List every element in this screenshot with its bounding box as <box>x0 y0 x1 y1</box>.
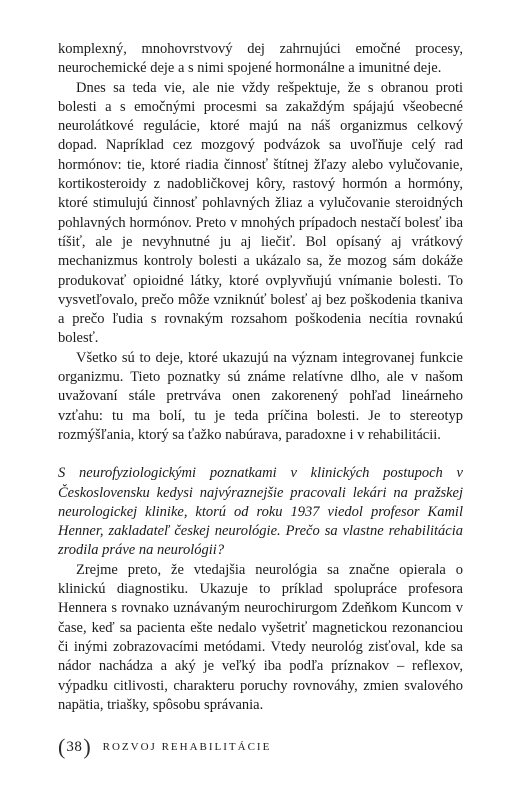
paragraph-answer: Zrejme preto, že vtedajšia neurológia sa značne opierala o klinickú diagnostiku. Ukazuje to príklad spolupráce profesora Hennera s rovnako uznávaným neurochirurgom Zdeňkom Kuncom v čase, keď sa pacienta ešte nedalo vyšetriť magnetickou rezonanciou či inými zobrazovacími metódami. Vtedy neurológ zisťoval, kde sa nádor nachádza a aký je veľký iba podľa príznakov – reflexov, výpadku citlivosti, charakteru poruchy rovnováhy, zmien svalového napätia, triašky, spôsobu správania. <box>58 561 463 713</box>
open-parenthesis: ( <box>58 734 66 759</box>
close-parenthesis: ) <box>83 734 91 759</box>
running-title: ROZVOJ REHABILITÁCIE <box>102 741 272 753</box>
paragraph-continuation: komplexný, mnohovrstvový dej zahrnujúci emočné procesy, neurochemické deje a s nimi spojené hormonálne a imunitné deje. <box>58 41 463 77</box>
interview-question: S neurofyziologickými poznatkami v klinických postupoch v Československu kedysi najvýraznejšie pracovali lekári na pražskej neurologickej klinike, ktorú od roku 1937 viedol profesor Kamil Henner, zakladateľ českej neurológie. Prečo sa vlastne rehabilitácia zrodila práve na neurológii? <box>58 465 463 559</box>
page-number: 38 <box>66 738 83 755</box>
paragraph-hormones: Dnes sa teda vie, ale nie vždy rešpektuje, že s obranou proti bolesti a s emočnými procesmi sa zakaždým spájajú všeobecné neurolátkové regulácie, ktoré majú na náš organizmus celkový dopad. Napríklad cez mozgový podvázok sa uvoľňuje celý rad hormónov: tie, ktoré riadia činnosť štítnej žľazy alebo vylučovanie, kortikosteroidy z nadobličkovej kôry, rastový hormón a hormóny, ktoré stimulujú činnosť pohlavných žliaz a vylučovanie steroidných pohlavných hormónov. Preto v mnohých prípadoch nestačí bolesť iba tíšiť, ale je nevyhnutné ju aj liečiť. Bol opísaný aj vrátkový mechanizmus kontroly bolesti a ukázalo sa, že mozog sám dokáže produkovať opioidné látky, ktoré ovplyvňujú vnímanie bolesti. To vysvetľovalo, prečo môže vzniknúť bolesť aj bez poškodenia tkaniva a prečo ľudia s rovnakým rozsahom poškodenia necítia rovnakú bolesť. <box>58 79 463 347</box>
page-footer <box>58 735 463 759</box>
paragraph-integrated-function: Všetko sú to deje, ktoré ukazujú na význam integrovanej funkcie organizmu. Tieto poznatky sú známe relatívne dlho, ale v našom uvažovaní stále pretrváva onen zakorenený pohľad lineárneho vzťahu: tu ma bolí, tu je teda príčina bolesti. Je to stereotyp rozmýšľania, ktorý sa ťažko nabúrava, paradoxne i v rehabilitácii. <box>58 349 463 443</box>
page-body <box>58 40 463 715</box>
